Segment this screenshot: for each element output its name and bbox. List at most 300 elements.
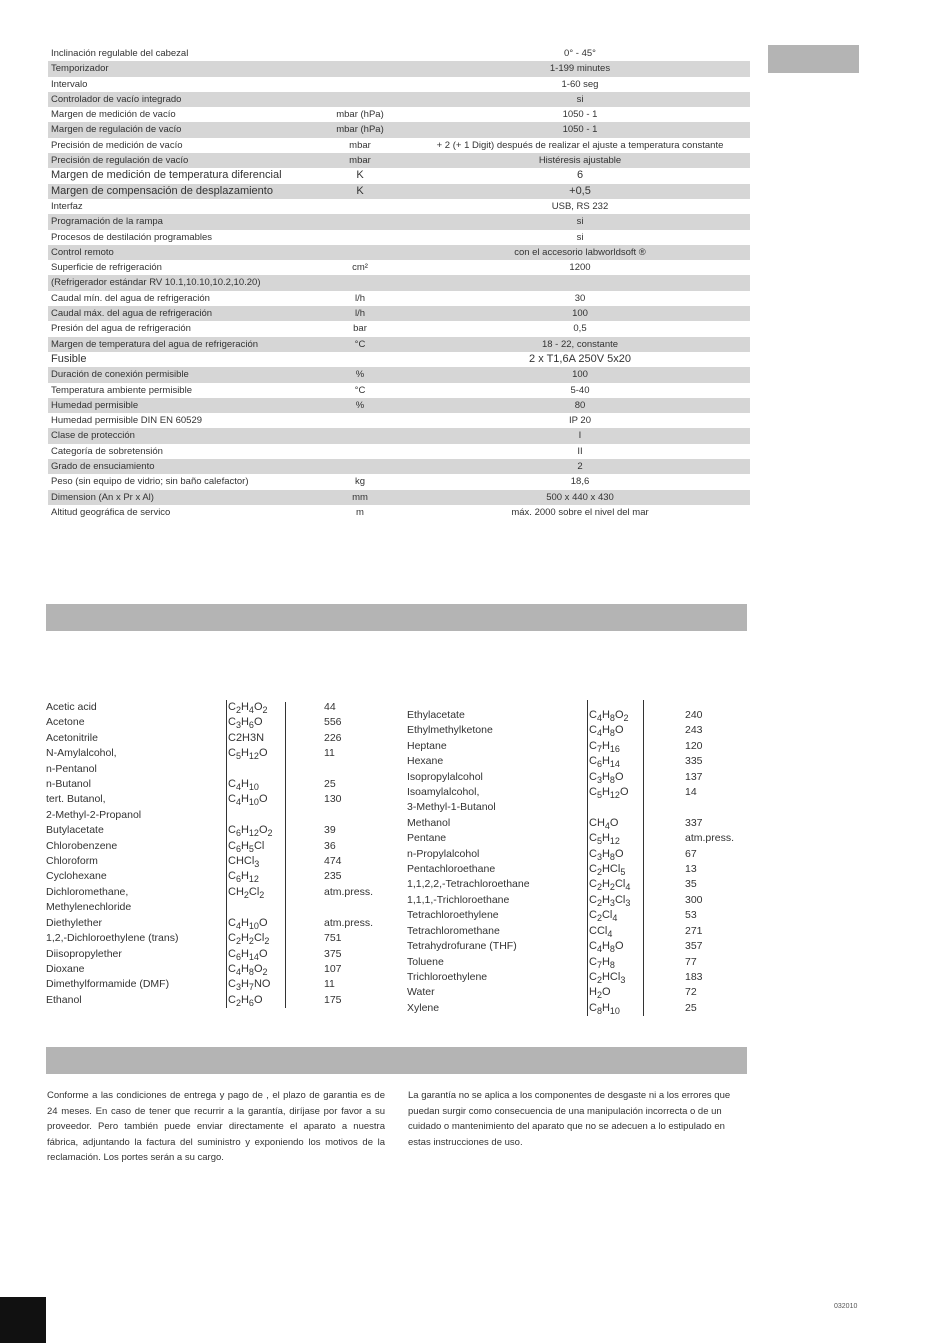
formula-subscript: 6	[235, 828, 241, 839]
solvent-formula	[228, 869, 259, 884]
formula-element: C	[589, 940, 597, 953]
formula-element: O	[258, 916, 268, 929]
spec-unit: kg	[354, 476, 366, 488]
formula-element: C	[589, 786, 597, 799]
solvent-row	[407, 816, 757, 831]
formula-subscript: 4	[235, 782, 241, 793]
formula-element: H	[601, 1001, 610, 1014]
formula-subscript: 2	[235, 705, 241, 715]
spec-row	[48, 505, 750, 520]
solvent-row	[407, 893, 757, 908]
solvent-name: Isopropylalcohol	[407, 770, 483, 783]
spec-label: Margen de compensación de desplazamiento	[51, 184, 273, 197]
formula-element: O	[258, 824, 268, 837]
formula-element: C	[228, 747, 236, 760]
formula-element: Cl	[614, 878, 626, 891]
solvent-formula	[589, 785, 629, 800]
solvent-pressure-value: 67	[685, 847, 697, 860]
formula-element: O	[614, 709, 624, 721]
spec-label: (Refrigerador estándar RV 10.1,10.10,10.2,10.20)	[51, 277, 261, 289]
formula-subscript: 8	[596, 1005, 602, 1016]
spec-value: USB, RS 232	[551, 200, 609, 212]
formula-element: H	[601, 770, 610, 783]
formula-element: H	[240, 993, 249, 1006]
formula-subscript: 4	[596, 713, 602, 723]
formula-subscript: 10	[248, 797, 259, 808]
spec-unit: bar	[353, 323, 367, 335]
spec-value: IP 20	[568, 415, 591, 427]
formula-subscript: 8	[609, 959, 615, 970]
solvent-row	[46, 823, 396, 838]
solvent-formula	[589, 816, 618, 831]
solvent-formula	[228, 885, 264, 900]
formula-subscript: 12	[248, 751, 259, 762]
formula-element: C	[228, 716, 236, 729]
solvent-pressure-value: 25	[324, 778, 336, 791]
spec-label: Interfaz	[51, 200, 83, 212]
solvent-formula	[589, 847, 624, 862]
solvent-row	[46, 885, 396, 900]
formula-subscript: 3	[235, 982, 241, 993]
formula-element: H	[601, 755, 610, 768]
spec-unit: K	[356, 184, 364, 197]
spec-row	[48, 230, 750, 245]
spec-row	[48, 337, 750, 352]
formula-subscript: 2	[264, 936, 270, 947]
formula-element: C	[228, 793, 236, 806]
formula-subscript: 4	[607, 928, 613, 939]
spec-row	[48, 138, 750, 153]
solvent-row	[407, 877, 757, 892]
formula-subscript: 4	[248, 705, 254, 715]
solvent-formula	[589, 939, 624, 954]
spec-label: Precisión de medición de vacío	[51, 139, 183, 151]
formula-subscript: 2	[262, 705, 268, 715]
solvent-pressure-value: 25	[685, 1001, 697, 1014]
solvent-formula	[228, 777, 259, 792]
solvent-formula	[228, 839, 264, 854]
formula-subscript: 10	[248, 782, 259, 793]
solvent-name: Dichloromethane,	[46, 885, 129, 898]
spec-value: 2 x T1,6A 250V 5x20	[529, 352, 631, 365]
solvent-name: Ethanol	[46, 993, 82, 1006]
solvent-row	[46, 993, 396, 1008]
formula-subscript: 2	[267, 828, 273, 839]
formula-element: C	[589, 909, 597, 922]
spec-label: Dimension (An x Pr x Al)	[51, 491, 154, 503]
formula-element: O	[619, 786, 629, 799]
formula-element: C	[589, 847, 597, 860]
spec-row	[48, 153, 750, 168]
spec-unit: l/h	[354, 308, 366, 320]
spec-row	[48, 383, 750, 398]
formula-element: H	[240, 701, 249, 713]
solvent-pressure-value: 474	[324, 855, 342, 868]
solvent-pressure-value: 130	[324, 793, 342, 806]
solvent-pressure-value: 556	[324, 716, 342, 729]
solvent-row	[407, 831, 757, 846]
formula-subscript: 8	[248, 966, 254, 977]
spec-row	[48, 352, 750, 367]
formula-element: H	[601, 832, 610, 845]
spec-row	[48, 214, 750, 229]
formula-element: C	[228, 778, 236, 791]
spec-value: 6	[576, 169, 584, 182]
solvent-pressure-value: 11	[324, 978, 335, 991]
solvent-name: Acetonitrile	[46, 731, 98, 744]
formula-element: H	[240, 824, 249, 837]
solvent-pressure-value: 175	[324, 993, 342, 1006]
formula-subscript: 2	[596, 990, 602, 1001]
solvent-name: Xylene	[407, 1001, 440, 1014]
formula-element: H	[240, 932, 249, 945]
formula-subscript: 2	[596, 882, 602, 893]
formula-subscript: 10	[248, 920, 259, 931]
formula-element: Cl	[253, 932, 265, 945]
formula-subscript: 6	[248, 997, 254, 1008]
formula-element: C	[228, 993, 236, 1006]
formula-element: H	[240, 839, 249, 852]
formula-element: CCl	[589, 924, 608, 937]
formula-element: O	[258, 793, 268, 806]
spec-value: 500 x 440 x 430	[546, 491, 614, 503]
spec-label: Humedad permisible DIN EN 60529	[51, 415, 203, 427]
formula-subscript: 14	[248, 951, 259, 962]
formula-subscript: 3	[235, 720, 241, 731]
formula-element: C	[589, 770, 597, 783]
solvent-pressure-value: 14	[685, 786, 697, 799]
spec-value: 100	[572, 308, 588, 320]
solvent-formula	[589, 708, 629, 723]
spec-label: Controlador de vacío integrado	[51, 93, 182, 105]
solvent-row	[407, 970, 757, 985]
solvent-formula	[228, 854, 259, 869]
solvent-row	[407, 908, 757, 923]
formula-element: O	[258, 747, 268, 760]
spec-value: 2	[577, 461, 583, 473]
spec-row	[48, 291, 750, 306]
formula-element: CHCl	[228, 855, 255, 868]
spec-unit: m	[356, 506, 364, 518]
spec-label: Peso (sin equipo de vidrio; sin baño calefactor)	[51, 476, 249, 488]
solvent-name: Toluene	[407, 955, 444, 968]
formula-element: O	[614, 770, 624, 783]
formula-subscript: 7	[596, 959, 602, 970]
spec-row	[48, 398, 750, 413]
solvent-row	[46, 777, 396, 792]
solvent-formula	[228, 947, 268, 962]
spec-row	[48, 77, 750, 92]
section-header-bar-solvents	[46, 604, 747, 631]
solvent-name: n-Butanol	[46, 778, 91, 791]
spec-value: si	[576, 93, 584, 105]
solvent-name: 1,2,-Dichloroethylene (trans)	[46, 932, 179, 945]
solvent-name: Cyclohexane	[46, 870, 107, 883]
formula-element: C2H3N	[228, 731, 265, 744]
solvent-row	[407, 739, 757, 754]
technical-data-table	[48, 46, 750, 520]
solvent-formula	[589, 970, 625, 985]
spec-value: si	[576, 231, 584, 243]
formula-element: H	[240, 716, 249, 729]
solvent-name: Heptane	[407, 739, 447, 752]
solvent-name: Ethylacetate	[407, 709, 465, 721]
solvent-row	[407, 754, 757, 769]
solvent-pressure-value: 235	[324, 870, 342, 883]
formula-element: C	[228, 839, 236, 852]
solvent-row	[407, 1001, 757, 1016]
spec-label: Margen de temperatura del agua de refrigeración	[51, 338, 259, 350]
solvent-pressure-value: 137	[685, 770, 703, 783]
spec-row	[48, 306, 750, 321]
solvent-pressure-value: 77	[685, 955, 697, 968]
solvent-name: Tetrahydrofurane (THF)	[407, 940, 517, 953]
solvent-pressure-value: 120	[685, 739, 703, 752]
solvent-name: Methanol	[407, 816, 451, 829]
formula-element: C	[589, 739, 597, 752]
solvent-name: Isoamylalcohol,	[407, 786, 480, 799]
formula-element: CH	[228, 885, 244, 898]
formula-element: NO	[253, 978, 271, 991]
solvent-formula	[589, 862, 625, 877]
formula-element: C	[589, 955, 597, 968]
spec-row	[48, 459, 750, 474]
formula-element: O	[614, 847, 624, 860]
warranty-text-left: Conforme a las condiciones de entrega y pago de , el plazo de garantia es de 24 meses. En caso de tener que recurrir a la garantía, diríjase por favor a su proveedor. Pero también puede enviar directamente el aparato a nuestra fábrica, adjuntando la factura del suministro y exponiendo los motivos de la reclamación. Los portes serán a su cargo.	[47, 1090, 385, 1163]
spec-unit: %	[355, 369, 365, 381]
formula-element: C	[589, 970, 597, 983]
formula-subscript: 5	[235, 751, 241, 762]
formula-element: H	[240, 793, 249, 806]
formula-subscript: 6	[235, 874, 241, 885]
formula-subscript: 3	[609, 897, 615, 908]
spec-label: Intervalo	[51, 78, 88, 90]
formula-element: C	[228, 916, 236, 929]
formula-subscript: 3	[620, 974, 626, 985]
formula-subscript: 8	[609, 774, 615, 785]
spec-label: Temporizador	[51, 63, 109, 75]
spec-label: Superficie de refrigeración	[51, 262, 162, 274]
solvent-name: Pentane	[407, 832, 447, 845]
spec-value: II	[577, 445, 583, 457]
solvent-pressure-value: 335	[685, 755, 703, 768]
solvent-formula	[589, 908, 617, 923]
solvent-name: 3-Methyl-1-Butanol	[407, 801, 496, 814]
spec-row	[48, 46, 750, 61]
solvent-formula	[228, 962, 268, 977]
solvent-row	[46, 731, 396, 746]
spec-row	[48, 184, 750, 199]
spec-value: 0,5	[573, 323, 587, 335]
formula-element: C	[228, 701, 236, 713]
formula-element: H	[601, 739, 610, 752]
spec-value: 1200	[569, 262, 591, 274]
solvent-name: 1,1,2,2,-Tetrachloroethane	[407, 878, 530, 891]
corner-tab	[768, 45, 859, 73]
solvent-row	[46, 854, 396, 869]
formula-element: H	[601, 709, 610, 721]
formula-subscript: 16	[609, 743, 620, 754]
spec-unit: mbar	[349, 139, 371, 151]
solvent-name: Tetrachloroethylene	[407, 909, 499, 922]
solvent-row	[46, 715, 396, 730]
spec-value: 30	[574, 292, 586, 304]
solvent-formula	[228, 746, 268, 761]
formula-element: H	[240, 916, 249, 929]
solvent-name: Dimethylformamide (DMF)	[46, 978, 170, 991]
solvent-name: n-Pentanol	[46, 762, 97, 775]
solvent-table-left	[46, 700, 396, 1008]
solvent-name: Diisopropylether	[46, 947, 122, 960]
section-header-bar-warranty	[46, 1047, 747, 1074]
formula-element: C	[589, 832, 597, 845]
spec-row	[48, 490, 750, 505]
solvent-pressure-value: 35	[685, 878, 697, 891]
solvent-name: n-Propylalcohol	[407, 847, 480, 860]
formula-element: H	[601, 955, 610, 968]
formula-element: O	[614, 940, 624, 953]
formula-subscript: 2	[235, 936, 241, 947]
solvent-pressure-value: 36	[324, 839, 336, 852]
formula-element: H	[601, 724, 610, 737]
solvent-formula	[589, 877, 630, 892]
solvent-pressure-value: 375	[324, 947, 342, 960]
solvent-name: Acetic acid	[46, 701, 97, 713]
formula-subscript: 3	[596, 774, 602, 785]
formula-element: C	[589, 1001, 597, 1014]
solvent-name: Hexane	[407, 755, 444, 768]
formula-element: H	[240, 870, 249, 883]
solvent-row	[407, 785, 757, 800]
formula-subscript: 2	[596, 913, 602, 924]
formula-element: H	[240, 747, 249, 760]
solvent-formula	[589, 955, 615, 970]
formula-element: C	[589, 724, 597, 737]
solvent-name: Chloroform	[46, 855, 98, 868]
formula-element: Cl	[253, 839, 265, 852]
formula-element: C	[589, 893, 597, 906]
solvent-pressure-value: 11	[324, 747, 335, 760]
formula-subscript: 2	[623, 713, 629, 723]
spec-label: Procesos de destilación programables	[51, 231, 213, 243]
formula-element: H	[589, 986, 597, 999]
formula-subscript: 2	[609, 882, 615, 893]
solvent-pressure-value: 271	[685, 924, 703, 937]
formula-element: O	[253, 962, 263, 975]
solvent-formula	[589, 1001, 620, 1016]
spec-value: 18 - 22, constante	[541, 338, 619, 350]
formula-subscript: 10	[609, 1005, 620, 1016]
formula-element: H	[240, 947, 249, 960]
formula-element: Cl	[248, 885, 260, 898]
formula-subscript: 12	[609, 836, 620, 847]
solvent-name: Dioxane	[46, 962, 85, 975]
spec-value: 100	[572, 369, 588, 381]
spec-label: Programación de la rampa	[51, 216, 163, 228]
spec-value: + 2 (+ 1 Digit) después de realizar el ajuste a temperatura constante	[436, 139, 724, 151]
spec-value: 1-199 minutes	[549, 63, 611, 75]
spec-unit: mbar (hPa)	[336, 124, 384, 136]
formula-subscript: 2	[248, 936, 254, 947]
spec-label: Temperatura ambiente permisible	[51, 384, 192, 396]
formula-subscript: 5	[596, 790, 602, 801]
formula-subscript: 6	[235, 843, 241, 854]
spec-label: Caudal mín. del agua de refrigeración	[51, 292, 210, 304]
solvent-pressure-value: atm.press.	[324, 916, 374, 929]
formula-element: C	[228, 947, 236, 960]
solvent-row	[46, 931, 396, 946]
spec-row	[48, 321, 750, 336]
solvent-row	[46, 700, 396, 715]
formula-element: H	[601, 940, 610, 953]
spec-unit: K	[356, 169, 364, 182]
solvent-row	[407, 770, 757, 785]
formula-subscript: 5	[248, 843, 254, 854]
formula-subscript: 8	[609, 944, 615, 955]
formula-element: C	[589, 755, 597, 768]
solvent-formula	[228, 931, 269, 946]
formula-subscript: 5	[620, 867, 626, 878]
spec-label: Control remoto	[51, 246, 114, 258]
formula-element: O	[614, 724, 624, 737]
spec-unit: mbar (hPa)	[336, 109, 384, 121]
solvent-row	[407, 847, 757, 862]
solvent-name: Trichloroethylene	[407, 970, 488, 983]
spec-row	[48, 107, 750, 122]
solvent-row	[407, 924, 757, 939]
spec-unit: °C	[354, 338, 366, 350]
solvent-pressure-value: 337	[685, 816, 703, 829]
solvent-pressure-value: atm.press.	[685, 832, 735, 845]
solvent-formula	[228, 916, 268, 931]
spec-row	[48, 413, 750, 428]
spec-value: máx. 2000 sobre el nivel del mar	[511, 506, 649, 518]
formula-subscript: 2	[262, 966, 268, 977]
solvent-pressure-value: 300	[685, 893, 703, 906]
spec-unit: mbar	[349, 155, 371, 167]
solvent-pressure-value: 226	[324, 731, 342, 744]
spec-value: si	[576, 216, 584, 228]
solvent-name: Water	[407, 986, 435, 999]
solvent-name: Ethylmethylketone	[407, 724, 493, 737]
spec-row	[48, 61, 750, 76]
spec-label: Margen de regulación de vacío	[51, 124, 182, 136]
solvent-formula	[228, 700, 268, 715]
solvent-pressure-value: 243	[685, 724, 703, 737]
spec-value: I	[578, 430, 582, 442]
spec-value: con el accesorio labworldsoft ®	[514, 246, 646, 258]
solvent-formula	[589, 723, 624, 738]
solvent-formula	[228, 792, 268, 807]
formula-subscript: 4	[612, 913, 618, 924]
solvent-formula	[589, 985, 611, 1000]
formula-element: C	[228, 962, 236, 975]
solvent-pressure-value: 357	[685, 940, 703, 953]
formula-element: O	[253, 993, 263, 1006]
solvent-table-right	[407, 708, 757, 1016]
spec-row	[48, 367, 750, 382]
spec-row	[48, 245, 750, 260]
spec-label: Altitud geográfica de servico	[51, 506, 171, 518]
formula-element: H	[601, 847, 610, 860]
solvent-pressure-value: 39	[324, 824, 336, 837]
formula-subscript: 6	[596, 759, 602, 770]
spec-unit: °C	[354, 384, 366, 396]
formula-element: H	[240, 778, 249, 791]
formula-subscript: 8	[609, 713, 615, 723]
formula-subscript: 8	[609, 728, 615, 739]
formula-element: C	[589, 878, 597, 891]
